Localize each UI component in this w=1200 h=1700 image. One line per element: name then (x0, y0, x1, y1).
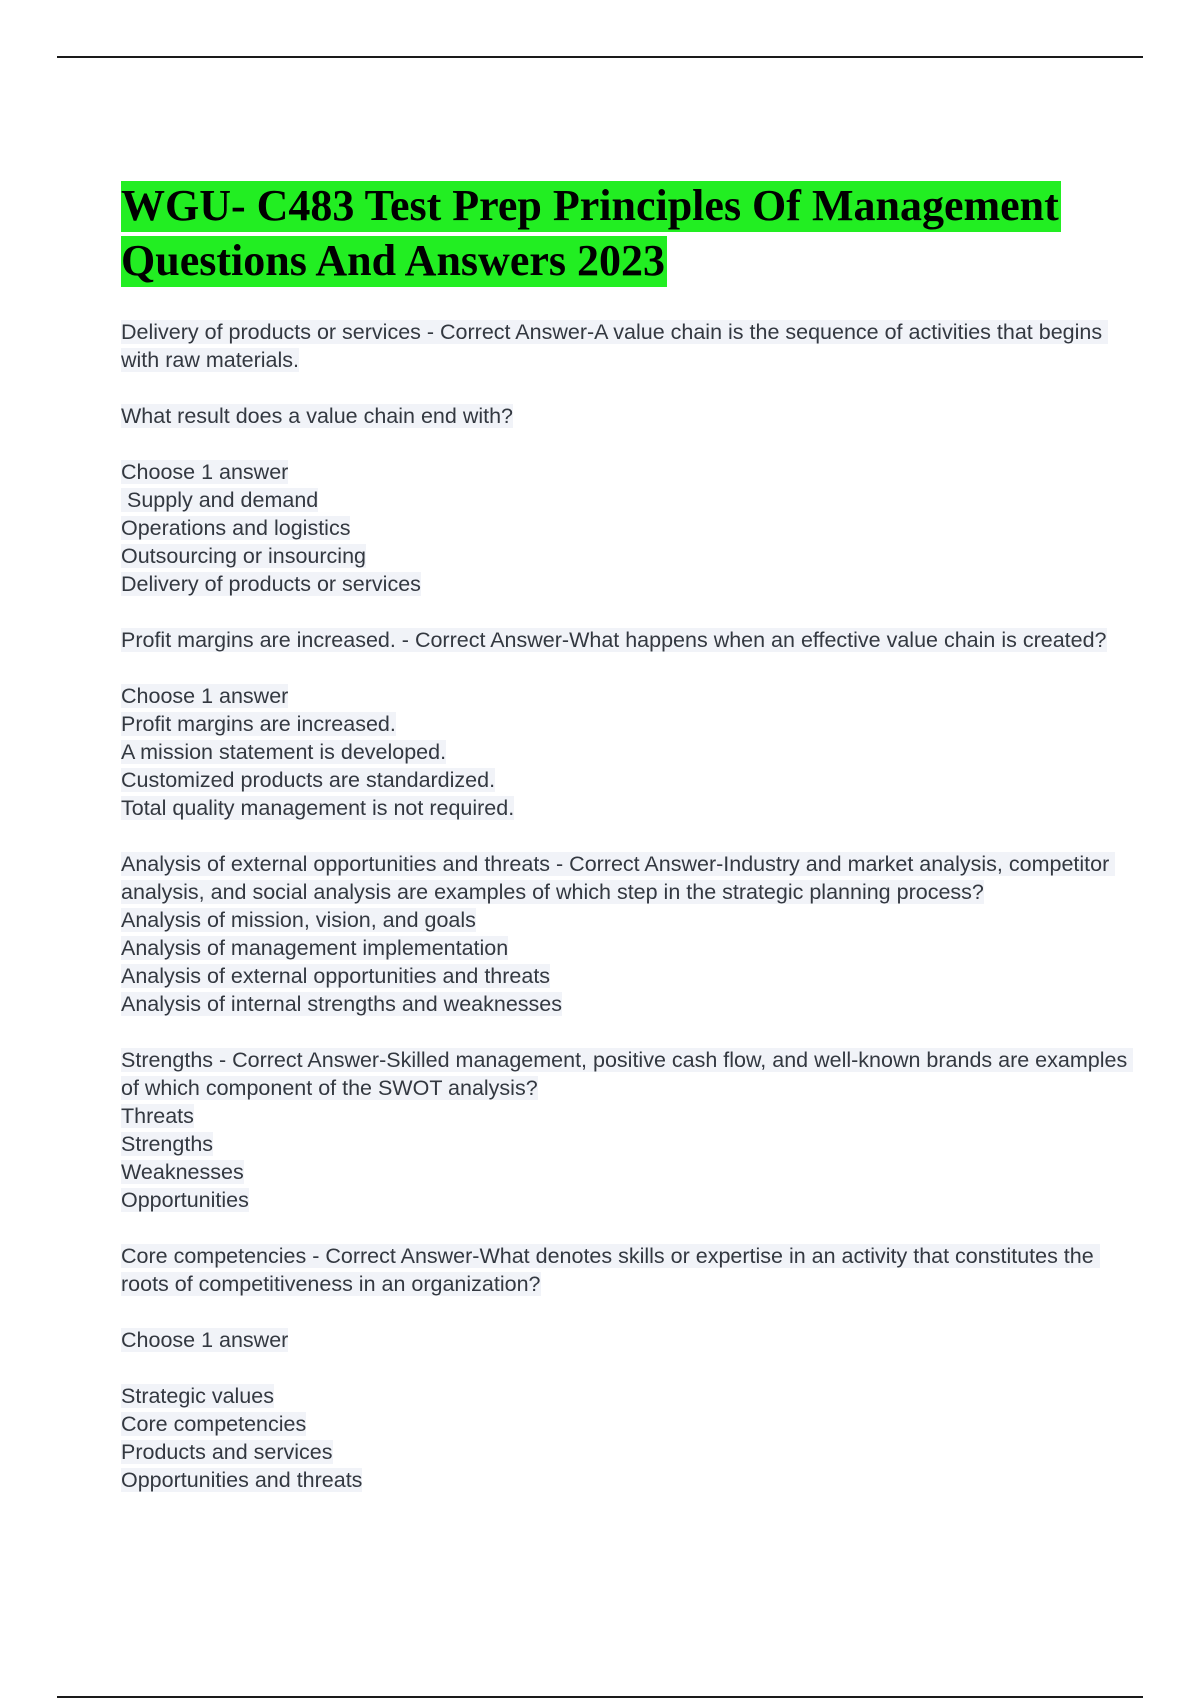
question-1-options (121, 458, 1131, 598)
document-body (121, 178, 1134, 1522)
answer-option: Analysis of internal strengths and weaknesses (121, 992, 562, 1016)
answer-option: Analysis of external opportunities and threats (121, 964, 551, 988)
question-1 (121, 318, 1131, 374)
answer-option: Products and services (121, 1440, 333, 1464)
question-2 (121, 626, 1131, 654)
answer-option: Opportunities (121, 1188, 249, 1212)
answer-option: Total quality management is not required. (121, 796, 515, 820)
question-1-prompt (121, 402, 1131, 430)
answer-option: Supply and demand (121, 488, 319, 512)
answer-option: Core competencies (121, 1412, 307, 1436)
answer-option: Analysis of mission, vision, and goals (121, 908, 476, 932)
header-rule (57, 56, 1143, 58)
question-2-options (121, 682, 1131, 822)
answer-option: Strengths (121, 1132, 214, 1156)
question-5 (121, 1242, 1131, 1298)
document-title: WGU- C483 Test Prep Principles Of Management Questions And Answers 2023 (121, 181, 1059, 285)
answer-option: Operations and logistics (121, 516, 351, 540)
question-stem: Strengths - Correct Answer-Skilled management, positive cash flow, and well-known brands are examples of which component of the SWOT analysis? (121, 1048, 1134, 1100)
question-stem: Profit margins are increased. - Correct Answer-What happens when an effective value chain is created? (121, 628, 1107, 652)
question-stem: Analysis of external opportunities and threats - Correct Answer-Industry and market analysis, competitor analysis, and social analysis are examples of which step in the strategic planning process? (121, 852, 1116, 904)
answer-option: Customized products are standardized. (121, 768, 496, 792)
question-3 (121, 850, 1131, 1018)
answer-option: Weaknesses (121, 1160, 244, 1184)
choose-prompt: Choose 1 answer (121, 460, 289, 484)
choose-prompt: Choose 1 answer (121, 684, 289, 708)
answer-option: Delivery of products or services (121, 572, 421, 596)
answer-option: A mission statement is developed. (121, 740, 447, 764)
question-text: What result does a value chain end with? (121, 404, 514, 428)
answer-option: Threats (121, 1104, 194, 1128)
choose-prompt: Choose 1 answer (121, 1328, 289, 1352)
question-stem: Core competencies - Correct Answer-What denotes skills or expertise in an activity that constitutes the roots of competitiveness in an organization? (121, 1244, 1100, 1296)
answer-option: Strategic values (121, 1384, 274, 1408)
answer-option: Analysis of management implementation (121, 936, 509, 960)
question-stem: Delivery of products or services - Correct Answer-A value chain is the sequence of activities that begins with raw materials. (121, 320, 1109, 372)
spacer (121, 1354, 1131, 1382)
question-5-options (121, 1326, 1131, 1494)
answer-option: Profit margins are increased. (121, 712, 396, 736)
question-4 (121, 1046, 1134, 1214)
answer-option: Opportunities and threats (121, 1468, 363, 1492)
answer-option: Outsourcing or insourcing (121, 544, 366, 568)
footer-rule (57, 1696, 1143, 1698)
